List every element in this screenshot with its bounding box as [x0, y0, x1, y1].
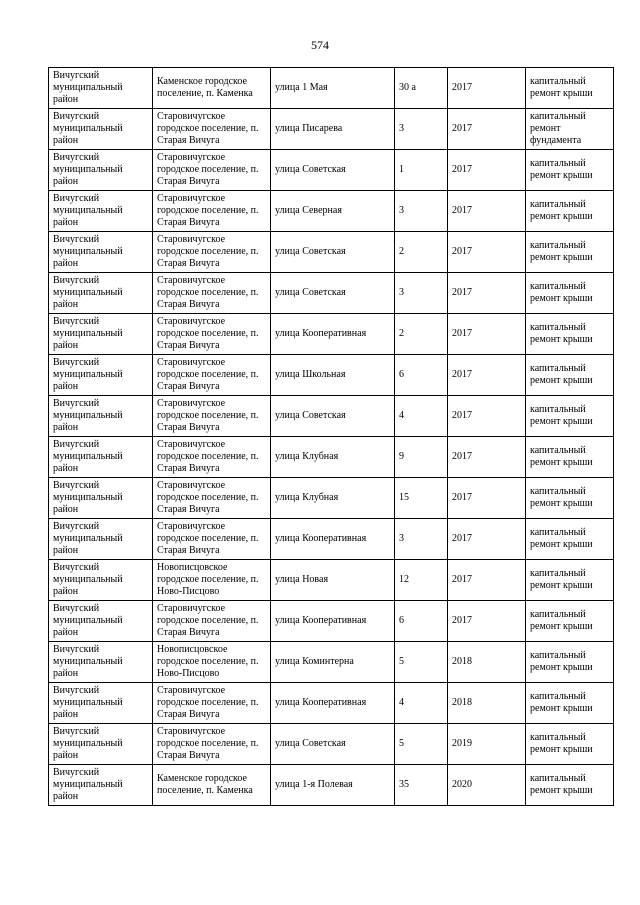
- settlement-cell: Новописцовское городское поселение, п. Ново-Писцово: [153, 642, 271, 683]
- settlement-cell: Старовичугское городское поселение, п. Старая Вичуга: [153, 232, 271, 273]
- settlement-cell: Старовичугское городское поселение, п. Старая Вичуга: [153, 437, 271, 478]
- settlement-cell: Старовичугское городское поселение, п. Старая Вичуга: [153, 273, 271, 314]
- work-type-cell: капитальный ремонт фундамента: [526, 109, 614, 150]
- table-row: [49, 724, 614, 765]
- house-number-cell: 12: [395, 560, 448, 601]
- work-type-cell: капитальный ремонт крыши: [526, 724, 614, 765]
- district-cell: Вичугский муниципальный район: [49, 355, 153, 396]
- year-cell: 2017: [448, 601, 526, 642]
- settlement-cell: Старовичугское городское поселение, п. Старая Вичуга: [153, 478, 271, 519]
- house-number-cell: 2: [395, 314, 448, 355]
- district-cell: Вичугский муниципальный район: [49, 478, 153, 519]
- settlement-cell: Старовичугское городское поселение, п. Старая Вичуга: [153, 150, 271, 191]
- street-cell: улица Кооперативная: [271, 314, 395, 355]
- street-cell: улица 1 Мая: [271, 68, 395, 109]
- year-cell: 2017: [448, 355, 526, 396]
- table-row: [49, 683, 614, 724]
- table-row: [49, 437, 614, 478]
- house-number-cell: 2: [395, 232, 448, 273]
- year-cell: 2017: [448, 191, 526, 232]
- house-number-cell: 3: [395, 273, 448, 314]
- street-cell: улица Советская: [271, 273, 395, 314]
- table-row: [49, 396, 614, 437]
- year-cell: 2020: [448, 765, 526, 806]
- street-cell: улица Новая: [271, 560, 395, 601]
- district-cell: Вичугский муниципальный район: [49, 191, 153, 232]
- district-cell: Вичугский муниципальный район: [49, 683, 153, 724]
- table-row: [49, 109, 614, 150]
- year-cell: 2017: [448, 273, 526, 314]
- district-cell: Вичугский муниципальный район: [49, 150, 153, 191]
- year-cell: 2017: [448, 437, 526, 478]
- year-cell: 2017: [448, 519, 526, 560]
- table-row: [49, 642, 614, 683]
- house-number-cell: 35: [395, 765, 448, 806]
- year-cell: 2017: [448, 150, 526, 191]
- work-type-cell: капитальный ремонт крыши: [526, 273, 614, 314]
- district-cell: Вичугский муниципальный район: [49, 560, 153, 601]
- house-number-cell: 3: [395, 191, 448, 232]
- district-cell: Вичугский муниципальный район: [49, 314, 153, 355]
- year-cell: 2017: [448, 232, 526, 273]
- work-type-cell: капитальный ремонт крыши: [526, 232, 614, 273]
- work-type-cell: капитальный ремонт крыши: [526, 478, 614, 519]
- district-cell: Вичугский муниципальный район: [49, 724, 153, 765]
- year-cell: 2017: [448, 109, 526, 150]
- district-cell: Вичугский муниципальный район: [49, 68, 153, 109]
- house-number-cell: 4: [395, 396, 448, 437]
- settlement-cell: Старовичугское городское поселение, п. Старая Вичуга: [153, 314, 271, 355]
- street-cell: улица Клубная: [271, 437, 395, 478]
- work-type-cell: капитальный ремонт крыши: [526, 642, 614, 683]
- district-cell: Вичугский муниципальный район: [49, 396, 153, 437]
- house-number-cell: 1: [395, 150, 448, 191]
- street-cell: улица Советская: [271, 150, 395, 191]
- work-type-cell: капитальный ремонт крыши: [526, 396, 614, 437]
- district-cell: Вичугский муниципальный район: [49, 765, 153, 806]
- street-cell: улица Кооперативная: [271, 519, 395, 560]
- table-row: [49, 150, 614, 191]
- repair-registry-table: [48, 67, 614, 806]
- work-type-cell: капитальный ремонт крыши: [526, 601, 614, 642]
- house-number-cell: 9: [395, 437, 448, 478]
- year-cell: 2017: [448, 68, 526, 109]
- house-number-cell: 6: [395, 355, 448, 396]
- settlement-cell: Старовичугское городское поселение, п. Старая Вичуга: [153, 519, 271, 560]
- street-cell: улица 1-я Полевая: [271, 765, 395, 806]
- year-cell: 2017: [448, 560, 526, 601]
- work-type-cell: капитальный ремонт крыши: [526, 314, 614, 355]
- house-number-cell: 30 а: [395, 68, 448, 109]
- house-number-cell: 6: [395, 601, 448, 642]
- settlement-cell: Старовичугское городское поселение, п. Старая Вичуга: [153, 683, 271, 724]
- settlement-cell: Старовичугское городское поселение, п. Старая Вичуга: [153, 191, 271, 232]
- year-cell: 2018: [448, 642, 526, 683]
- registry-body: [49, 68, 614, 806]
- work-type-cell: капитальный ремонт крыши: [526, 191, 614, 232]
- year-cell: 2019: [448, 724, 526, 765]
- page-number: 574: [311, 38, 329, 52]
- table-row: [49, 478, 614, 519]
- settlement-cell: Старовичугское городское поселение, п. Старая Вичуга: [153, 724, 271, 765]
- street-cell: улица Советская: [271, 396, 395, 437]
- district-cell: Вичугский муниципальный район: [49, 273, 153, 314]
- district-cell: Вичугский муниципальный район: [49, 437, 153, 478]
- year-cell: 2017: [448, 396, 526, 437]
- table-row: [49, 232, 614, 273]
- street-cell: улица Советская: [271, 232, 395, 273]
- table-row: [49, 314, 614, 355]
- house-number-cell: 3: [395, 519, 448, 560]
- district-cell: Вичугский муниципальный район: [49, 601, 153, 642]
- work-type-cell: капитальный ремонт крыши: [526, 68, 614, 109]
- table-row: [49, 560, 614, 601]
- settlement-cell: Старовичугское городское поселение, п. Старая Вичуга: [153, 109, 271, 150]
- settlement-cell: Старовичугское городское поселение, п. Старая Вичуга: [153, 355, 271, 396]
- street-cell: улица Кооперативная: [271, 683, 395, 724]
- street-cell: улица Школьная: [271, 355, 395, 396]
- table-row: [49, 355, 614, 396]
- house-number-cell: 5: [395, 724, 448, 765]
- work-type-cell: капитальный ремонт крыши: [526, 683, 614, 724]
- street-cell: улица Кооперативная: [271, 601, 395, 642]
- district-cell: Вичугский муниципальный район: [49, 519, 153, 560]
- year-cell: 2017: [448, 314, 526, 355]
- work-type-cell: капитальный ремонт крыши: [526, 765, 614, 806]
- street-cell: улица Писарева: [271, 109, 395, 150]
- settlement-cell: Старовичугское городское поселение, п. Старая Вичуга: [153, 601, 271, 642]
- house-number-cell: 15: [395, 478, 448, 519]
- settlement-cell: Каменское городское поселение, п. Каменка: [153, 765, 271, 806]
- street-cell: улица Северная: [271, 191, 395, 232]
- district-cell: Вичугский муниципальный район: [49, 232, 153, 273]
- table-row: [49, 765, 614, 806]
- district-cell: Вичугский муниципальный район: [49, 109, 153, 150]
- street-cell: улица Коминтерна: [271, 642, 395, 683]
- settlement-cell: Новописцовское городское поселение, п. Ново-Писцово: [153, 560, 271, 601]
- work-type-cell: капитальный ремонт крыши: [526, 437, 614, 478]
- table-row: [49, 68, 614, 109]
- year-cell: 2018: [448, 683, 526, 724]
- work-type-cell: капитальный ремонт крыши: [526, 355, 614, 396]
- table-row: [49, 191, 614, 232]
- house-number-cell: 4: [395, 683, 448, 724]
- work-type-cell: капитальный ремонт крыши: [526, 519, 614, 560]
- settlement-cell: Старовичугское городское поселение, п. Старая Вичуга: [153, 396, 271, 437]
- table-row: [49, 519, 614, 560]
- work-type-cell: капитальный ремонт крыши: [526, 150, 614, 191]
- table-row: [49, 273, 614, 314]
- street-cell: улица Советская: [271, 724, 395, 765]
- settlement-cell: Каменское городское поселение, п. Каменка: [153, 68, 271, 109]
- district-cell: Вичугский муниципальный район: [49, 642, 153, 683]
- year-cell: 2017: [448, 478, 526, 519]
- table-row: [49, 601, 614, 642]
- house-number-cell: 5: [395, 642, 448, 683]
- work-type-cell: капитальный ремонт крыши: [526, 560, 614, 601]
- house-number-cell: 3: [395, 109, 448, 150]
- street-cell: улица Клубная: [271, 478, 395, 519]
